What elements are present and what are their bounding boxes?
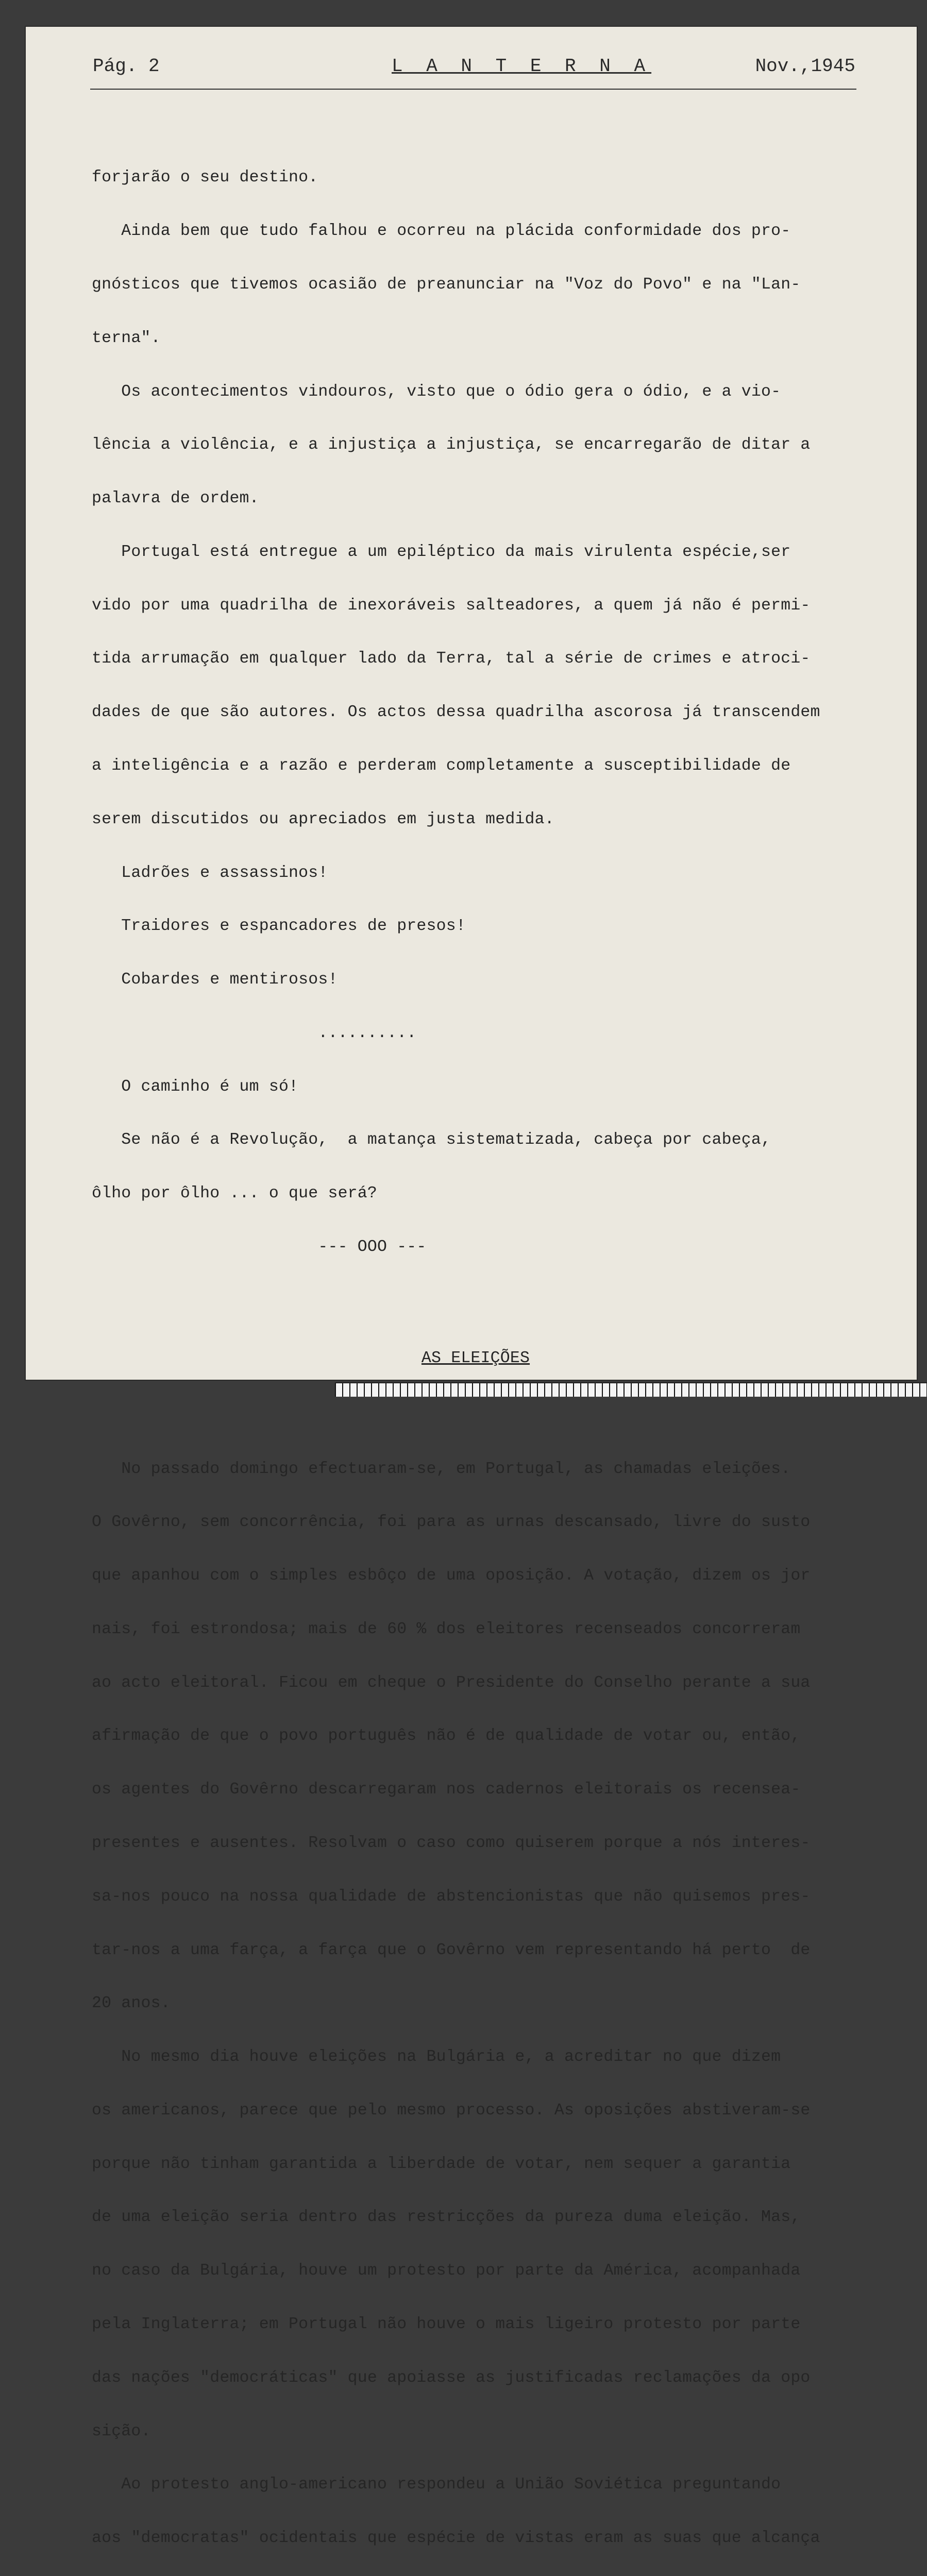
section-separator: --- OOO --- [92,1238,427,1256]
text-line: serem discutidos ou apreciados em justa medida. [92,810,554,828]
text-line: tar-nos a uma farça, a farça que o Govêrno vem representando há perto de [92,1941,811,1959]
text-line: terna". [92,329,161,347]
page-number: Pág. 2 [93,56,160,77]
issue-date: Nov.,1945 [755,56,855,77]
text-line: nais, foi estrondosa; mais de 60 % dos eleitores recenseados concorreram [92,1620,801,1638]
text-line: pela Inglaterra; em Portugal não houve o mais ligeiro protesto por parte [92,2315,801,2334]
header-rule [90,89,856,90]
text-line: Traidores e espancadores de presos! [92,917,466,936]
text-line: a inteligência e a razão e perderam completamente a susceptibilidade de [92,756,791,775]
text-line: lência a violência, e a injustiça a injustiça, se encarregarão de ditar a [92,436,811,454]
text-line: No passado domingo efectuaram-se, em Portugal, as chamadas eleições. [92,1460,791,1478]
text-line: Ladrões e assassinos! [92,863,328,882]
text-line: presentes e ausentes. Resolvam o caso como quiserem porque a nós interes- [92,1834,811,1852]
section-title: AS ELEIÇÕES [421,1349,530,1367]
text-line: no caso da Bulgária, houve um protesto por parte da América, acompanhada [92,2262,801,2280]
text-line: vido por uma quadrilha de inexoráveis salteadores, a quem já não é permi- [92,596,811,615]
text-line: O Govêrno, sem concorrência, foi para as urnas descansado, livre do susto [92,1513,811,1532]
text-line: os americanos, parece que pelo mesmo processo. As oposições abstiveram-se [92,2101,811,2120]
text-line: ôlho por ôlho ... o que será? [92,1184,377,1203]
text-line: porque não tinham garantida a liberdade de votar, nem sequer a garantia [92,2155,791,2173]
text-line: gnósticos que tivemos ocasião de preanunciar na "Voz do Povo" e na "Lan- [92,275,801,294]
section-elections [92,1425,859,2576]
text-line: Os acontecimentos vindouros, visto que o ódio gera o ódio, e a vio- [92,382,781,401]
text-line: os agentes do Govêrno descarregaram nos cadernos eleitorais os recensea- [92,1781,801,1799]
text-line: tida arrumação em qualquer lado da Terra, tal a série de crimes e atroci- [92,650,811,668]
text-line: que apanhou com o simples esbôço de uma oposição. A votação, dizem os jor [92,1567,811,1585]
text-line: .......... [92,1024,417,1042]
text-line: Ao protesto anglo-americano respondeu a União Soviética preguntando [92,2476,781,2494]
page-header [93,56,855,81]
text-line: de uma eleição seria dentro das restricções da pureza duma eleição. Mas, [92,2208,801,2227]
text-line: Ainda bem que tudo falhou e ocorreu na plácida conformidade dos pro- [92,222,791,241]
text-line: dades de que são autores. Os actos dessa quadrilha ascorosa já transcendem [92,703,820,722]
newspaper-title: L A N T E R N A [392,56,652,77]
article-body [92,98,859,2576]
text-line: O caminho é um só! [92,1077,299,1096]
text-line: No mesmo dia houve eleições na Bulgária e, a acreditar no que dizem [92,2048,781,2066]
scale-ruler [335,1382,927,1397]
text-line: Portugal está entregue a um epiléptico da mais virulenta espécie,ser [92,543,791,561]
text-line: afirmação de que o povo português não é de qualidade de votar ou, então, [92,1727,801,1745]
text-line: sa-nos pouco na nossa qualidade de abstencionistas que não quisemos pres- [92,1887,811,1906]
text-line: ao acto eleitoral. Ficou em cheque o Presidente do Conselho perante a sua [92,1673,811,1692]
text-line: forjarão o seu destino. [92,168,318,187]
text-line: sição. [92,2422,151,2441]
text-line: palavra de ordem. [92,489,259,508]
text-line: 20 anos. [92,1994,171,2013]
text-line: Se não é a Revolução, a matança sistematizada, cabeça por cabeça, [92,1131,771,1149]
section-intro [92,133,859,1292]
text-line: das nações "democráticas" que apoiasse as justificadas reclamações da opo [92,2368,811,2387]
text-line: aos "democratas" ocidentais que espécie de vistas eram as suas que alcança [92,2529,820,2548]
text-line: Cobardes e mentirosos! [92,971,338,989]
